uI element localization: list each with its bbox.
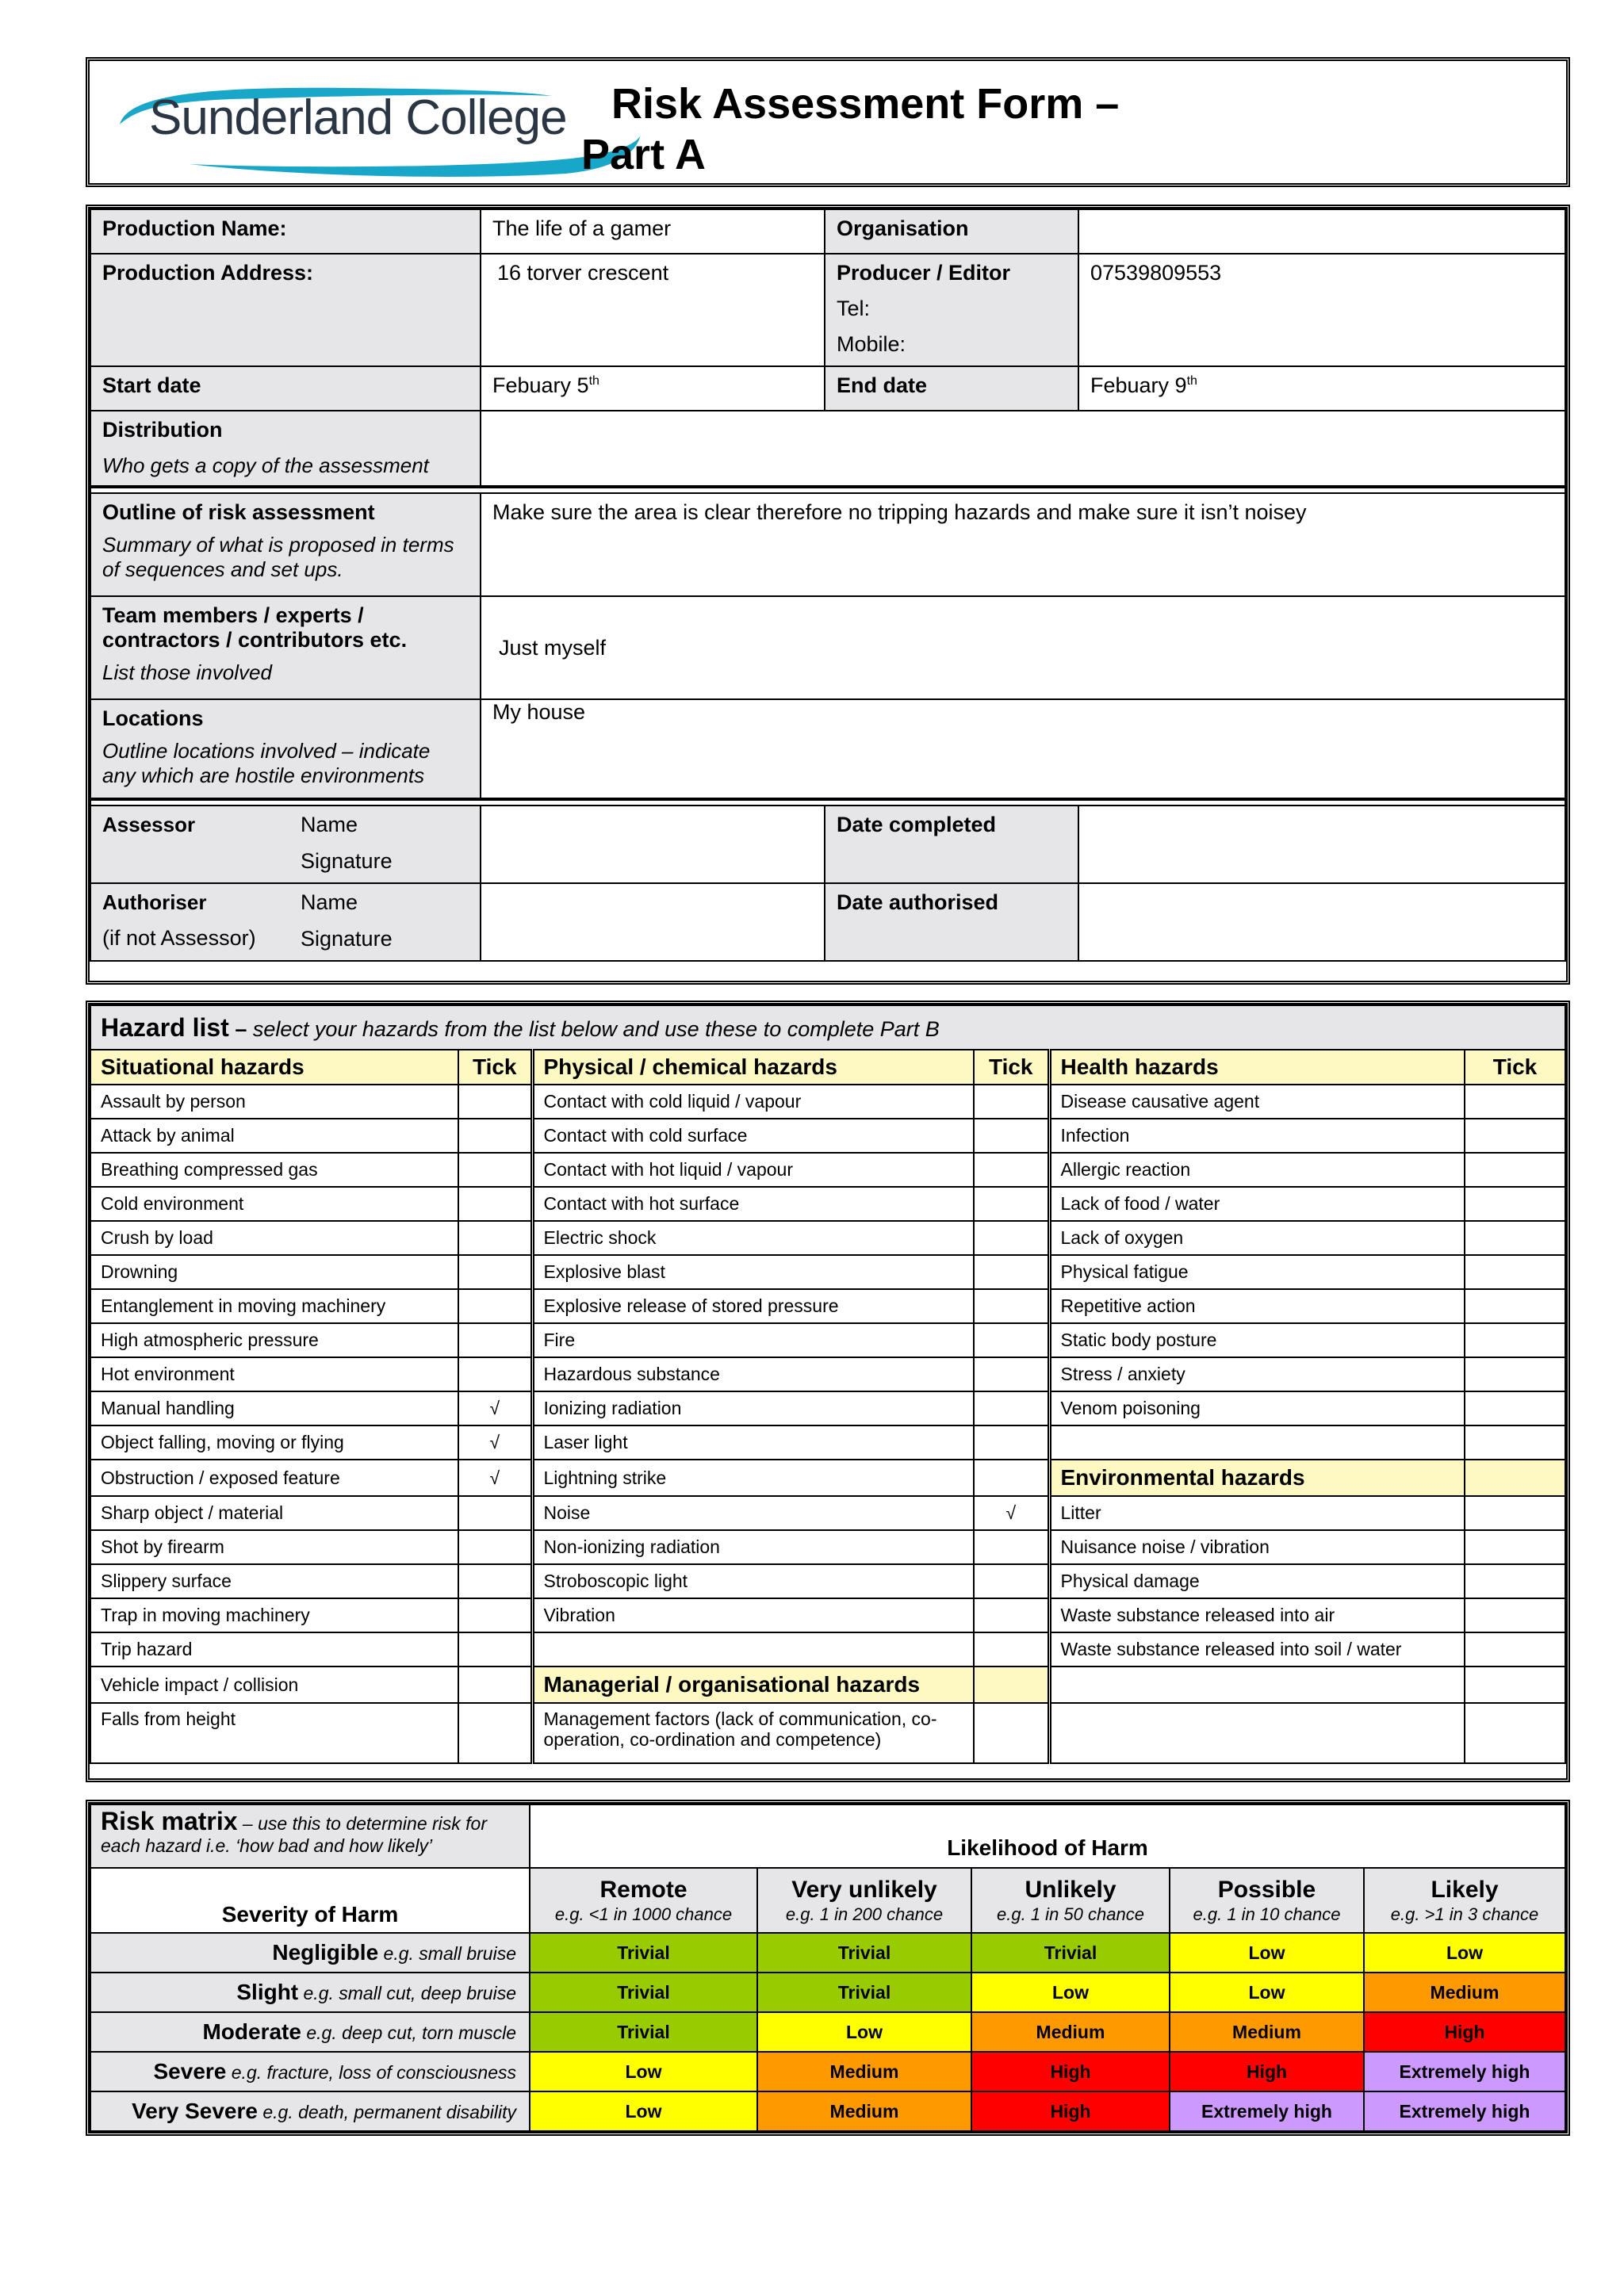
outline-field[interactable]: Make sure the area is clear therefore no tripping hazards and make sure it isn’t noisey — [481, 493, 1565, 596]
hazard-tick-checkbox[interactable] — [1465, 1357, 1565, 1391]
hazard-tick-checkbox[interactable] — [458, 1598, 532, 1632]
hazard-row-label: High atmospheric pressure — [90, 1323, 458, 1357]
hazard-tick-checkbox[interactable] — [458, 1632, 532, 1667]
risk-level-cell: Low — [530, 2091, 757, 2131]
hazard-row-label: Hazardous substance — [532, 1357, 974, 1391]
assessor-name-label: Name — [301, 813, 358, 836]
hazard-row-label: Physical damage — [1049, 1564, 1465, 1598]
risk-level-cell: High — [1170, 2052, 1364, 2091]
hazard-list-section — [86, 1001, 1570, 1782]
hazard-row-label: Contact with hot liquid / vapour — [532, 1153, 974, 1187]
severity-row-header — [90, 1973, 530, 2012]
hazard-row-label: Contact with cold surface — [532, 1119, 974, 1153]
likelihood-example: e.g. 1 in 200 chance — [785, 1904, 944, 1924]
hazard-tick-checkbox[interactable] — [1465, 1255, 1565, 1289]
hazard-tick-checkbox[interactable] — [1465, 1496, 1565, 1530]
environmental-header: Environmental hazards — [1049, 1460, 1465, 1496]
likelihood-column-header — [757, 1868, 971, 1933]
hazard-list-subtitle: select your hazards from the list below and use these to complete Part B — [252, 1016, 940, 1041]
hazard-tick-checkbox[interactable] — [1465, 1391, 1565, 1425]
locations-label: Locations — [102, 706, 204, 730]
hazard-row-label: Disease causative agent — [1049, 1085, 1465, 1119]
risk-level-cell: Trivial — [971, 1933, 1170, 1973]
locations-field[interactable]: My house — [481, 699, 1565, 799]
severity-example: e.g. deep cut, torn muscle — [306, 2022, 516, 2043]
hazard-row-label: Trip hazard — [90, 1632, 458, 1667]
severity-name: Severe — [153, 2059, 227, 2084]
hazard-tick-checkbox[interactable] — [1465, 1598, 1565, 1632]
hazard-row-label: Lightning strike — [532, 1460, 974, 1496]
hazard-row-label: Breathing compressed gas — [90, 1153, 458, 1187]
date-completed-label: Date completed — [825, 806, 1078, 883]
hazard-row-label: Manual handling — [90, 1391, 458, 1425]
hazard-tick-checkbox[interactable] — [974, 1703, 1049, 1763]
hazard-row-label: Laser light — [532, 1425, 974, 1460]
hazard-row-label: Venom poisoning — [1049, 1391, 1465, 1425]
risk-level-cell: High — [971, 2052, 1170, 2091]
hazard-tick-checkbox[interactable] — [458, 1496, 532, 1530]
hazard-row-label — [1049, 1425, 1465, 1460]
hazard-tick-checkbox[interactable] — [1465, 1323, 1565, 1357]
hazard-tick-checkbox[interactable] — [458, 1119, 532, 1153]
hazard-row-label: Entanglement in moving machinery — [90, 1289, 458, 1323]
severity-name: Very Severe — [132, 2099, 258, 2123]
risk-level-cell: Extremely high — [1364, 2091, 1565, 2131]
hazard-row-label: Assault by person — [90, 1085, 458, 1119]
health-header: Health hazards — [1049, 1050, 1465, 1085]
hazard-tick-checkbox[interactable]: √ — [458, 1460, 532, 1496]
risk-matrix-table — [90, 1804, 1566, 2132]
likelihood-example: e.g. >1 in 3 chance — [1390, 1904, 1539, 1924]
hazard-tick-checkbox[interactable]: √ — [458, 1425, 532, 1460]
hazard-row-label: Drowning — [90, 1255, 458, 1289]
hazard-row-label: Stroboscopic light — [532, 1564, 974, 1598]
severity-row-header — [90, 2091, 530, 2131]
hazard-row-label: Lack of food / water — [1049, 1187, 1465, 1221]
authoriser-field[interactable] — [481, 883, 825, 961]
likelihood-example: e.g. 1 in 10 chance — [1193, 1904, 1341, 1924]
likelihood-column-header — [1170, 1868, 1364, 1933]
likelihood-name: Very unlikely — [791, 1876, 937, 1903]
date-authorised-label: Date authorised — [825, 883, 1078, 961]
hazard-tick-checkbox[interactable] — [1465, 1153, 1565, 1187]
hazard-row-label: Waste substance released into air — [1049, 1598, 1465, 1632]
hazard-row-label: Infection — [1049, 1119, 1465, 1153]
hazard-tick-checkbox[interactable] — [1465, 1703, 1565, 1763]
end-date-field[interactable] — [1078, 366, 1565, 411]
hazard-row-label: Crush by load — [90, 1221, 458, 1255]
likelihood-name: Likely — [1431, 1876, 1499, 1903]
severity-example: e.g. fracture, loss of consciousness — [231, 2062, 516, 2083]
hazard-tick-checkbox[interactable] — [974, 1357, 1049, 1391]
hazard-tick-checkbox[interactable] — [458, 1703, 532, 1763]
part-a-section — [86, 205, 1570, 985]
section-divider — [90, 487, 1565, 493]
hazard-row-label: Cold environment — [90, 1187, 458, 1221]
hazard-tick-checkbox[interactable] — [974, 1391, 1049, 1425]
likelihood-example: e.g. 1 in 50 chance — [997, 1904, 1144, 1924]
hazard-tick-checkbox[interactable] — [974, 1632, 1049, 1667]
outline-cell — [90, 493, 481, 596]
hazard-tick-checkbox[interactable] — [974, 1119, 1049, 1153]
producer-field[interactable]: 07539809553 — [1078, 254, 1565, 366]
severity-header: Severity of Harm — [90, 1868, 530, 1933]
hazard-row-label: Sharp object / material — [90, 1496, 458, 1530]
hazard-row-label: Electric shock — [532, 1221, 974, 1255]
tel-label: Tel: — [837, 297, 871, 320]
hazard-row-label: Static body posture — [1049, 1323, 1465, 1357]
likelihood-column-header — [971, 1868, 1170, 1933]
hazard-row-label: Waste substance released into soil / water — [1049, 1632, 1465, 1667]
hazard-row-label: Management factors (lack of communication, co-operation, co-ordination and competence) — [532, 1703, 974, 1763]
hazard-tick-checkbox[interactable] — [458, 1530, 532, 1564]
risk-level-cell: Medium — [757, 2052, 971, 2091]
hazard-tick-checkbox[interactable] — [1465, 1632, 1565, 1667]
hazard-tick-checkbox[interactable] — [458, 1667, 532, 1703]
team-field[interactable]: Just myself — [481, 596, 1565, 699]
hazard-tick-checkbox[interactable] — [1465, 1085, 1565, 1119]
hazard-tick-checkbox[interactable] — [458, 1221, 532, 1255]
risk-level-cell: Trivial — [530, 1973, 757, 2012]
risk-level-cell: Extremely high — [1170, 2091, 1364, 2131]
hazard-row-label: Trap in moving machinery — [90, 1598, 458, 1632]
physical-tick-header: Tick — [974, 1050, 1049, 1085]
part-a-table — [90, 209, 1566, 962]
hazard-tick-checkbox[interactable] — [458, 1564, 532, 1598]
hazard-tick-checkbox[interactable] — [974, 1323, 1049, 1357]
hazard-row-label: Slippery surface — [90, 1564, 458, 1598]
hazard-tick-checkbox[interactable] — [1465, 1119, 1565, 1153]
hazard-tick-checkbox[interactable] — [458, 1323, 532, 1357]
end-date-value: Febuary 9 — [1090, 373, 1187, 397]
section-divider — [90, 799, 1565, 806]
production-address-label: Production Address: — [90, 254, 481, 366]
authoriser-label: Authoriser — [102, 890, 207, 914]
physical-header: Physical / chemical hazards — [532, 1050, 974, 1085]
team-sub: List those involved — [102, 660, 272, 684]
hazard-tick-checkbox[interactable] — [1465, 1530, 1565, 1564]
hazard-tick-checkbox[interactable] — [1465, 1289, 1565, 1323]
hazard-list-title-dash: – — [228, 1016, 253, 1041]
hazard-row-label: Fire — [532, 1323, 974, 1357]
hazard-tick-checkbox[interactable] — [1465, 1564, 1565, 1598]
mobile-label: Mobile: — [837, 332, 906, 356]
risk-matrix-subtitle: – use this to determine risk for each hazard i.e. ‘how bad and how likely’ — [101, 1813, 487, 1856]
hazard-row-label: Hot environment — [90, 1357, 458, 1391]
likelihood-header: Likelihood of Harm — [530, 1804, 1565, 1868]
title-line-2: Part A — [581, 131, 707, 178]
hazard-tick-checkbox[interactable] — [974, 1289, 1049, 1323]
severity-name: Moderate — [202, 2019, 301, 2044]
hazard-row-label: Shot by firearm — [90, 1530, 458, 1564]
distribution-label: Distribution — [102, 418, 223, 442]
severity-row-header — [90, 1933, 530, 1973]
hazard-row-label: Contact with hot surface — [532, 1187, 974, 1221]
hazard-tick-checkbox[interactable] — [974, 1530, 1049, 1564]
managerial-header: Managerial / organisational hazards — [532, 1667, 974, 1703]
situational-header: Situational hazards — [90, 1050, 458, 1085]
risk-level-cell: Low — [757, 2012, 971, 2052]
hazard-tick-checkbox[interactable] — [458, 1153, 532, 1187]
hazard-row-label: Litter — [1049, 1496, 1465, 1530]
assessor-field[interactable] — [481, 806, 825, 883]
hazard-tick-checkbox[interactable] — [458, 1289, 532, 1323]
date-completed-field[interactable] — [1078, 806, 1565, 883]
hazard-tick-checkbox[interactable] — [974, 1153, 1049, 1187]
severity-name: Slight — [236, 1980, 299, 2004]
hazard-list-title: Hazard list — [101, 1012, 229, 1042]
hazard-table — [90, 1004, 1566, 1764]
hazard-row-label: Falls from height — [90, 1703, 458, 1763]
hazard-tick-checkbox[interactable] — [974, 1425, 1049, 1460]
risk-level-cell: Extremely high — [1364, 2052, 1565, 2091]
likelihood-name: Remote — [599, 1876, 688, 1903]
hazard-tick-checkbox[interactable] — [1465, 1667, 1565, 1703]
team-cell — [90, 596, 481, 699]
authoriser-sub: (if not Assessor) — [102, 926, 256, 950]
hazard-row-label: Obstruction / exposed feature — [90, 1460, 458, 1496]
risk-level-cell: Low — [1170, 1933, 1364, 1973]
producer-label: Producer / Editor — [837, 261, 1011, 285]
severity-example: e.g. death, permanent disability — [262, 2102, 516, 2122]
locations-sub: Outline locations involved – indicate any which are hostile environments — [102, 739, 431, 787]
date-authorised-field[interactable] — [1078, 883, 1565, 961]
assessor-signature-label: Signature — [301, 849, 393, 873]
hazard-row-label: Vehicle impact / collision — [90, 1667, 458, 1703]
authoriser-cell — [90, 883, 481, 961]
form-header — [86, 57, 1570, 187]
risk-level-cell: Low — [971, 1973, 1170, 2012]
end-date-label: End date — [825, 366, 1078, 411]
team-label: Team members / experts / contractors / contributors etc. — [102, 603, 408, 652]
risk-level-cell: Medium — [1364, 1973, 1565, 2012]
likelihood-name: Unlikely — [1025, 1876, 1116, 1903]
distribution-cell — [90, 411, 481, 487]
severity-row-header — [90, 2012, 530, 2052]
hazard-row-label: Noise — [532, 1496, 974, 1530]
hazard-row-label: Stress / anxiety — [1049, 1357, 1465, 1391]
hazard-tick-checkbox[interactable] — [974, 1221, 1049, 1255]
distribution-sub: Who gets a copy of the assessment — [102, 453, 429, 477]
hazard-tick-checkbox[interactable] — [458, 1085, 532, 1119]
start-date-label: Start date — [90, 366, 481, 411]
hazard-row-label: Allergic reaction — [1049, 1153, 1465, 1187]
distribution-field[interactable] — [481, 411, 1565, 487]
hazard-row-label: Lack of oxygen — [1049, 1221, 1465, 1255]
hazard-row-label — [1049, 1703, 1465, 1763]
risk-matrix-title: Risk matrix — [101, 1807, 238, 1835]
hazard-tick-checkbox[interactable] — [974, 1187, 1049, 1221]
hazard-tick-checkbox[interactable] — [974, 1085, 1049, 1119]
page-title — [581, 78, 1119, 180]
situational-tick-header: Tick — [458, 1050, 532, 1085]
hazard-row-label: Explosive release of stored pressure — [532, 1289, 974, 1323]
risk-level-cell: Low — [1170, 1973, 1364, 2012]
risk-level-cell: Trivial — [757, 1973, 971, 2012]
hazard-tick-checkbox[interactable] — [1465, 1221, 1565, 1255]
start-date-field[interactable] — [481, 366, 825, 411]
risk-level-cell: Medium — [1170, 2012, 1364, 2052]
hazard-row-label: Repetitive action — [1049, 1289, 1465, 1323]
hazard-row-label: Nuisance noise / vibration — [1049, 1530, 1465, 1564]
severity-row-header — [90, 2052, 530, 2091]
outline-sub: Summary of what is proposed in terms of sequences and set ups. — [102, 533, 454, 581]
likelihood-example: e.g. <1 in 1000 chance — [554, 1904, 733, 1924]
title-line-1: Risk Assessment Form – — [611, 80, 1120, 128]
risk-level-cell: Medium — [757, 2091, 971, 2131]
production-name-label: Production Name: — [90, 209, 481, 254]
severity-example: e.g. small bruise — [383, 1943, 516, 1964]
managerial-tick-header — [974, 1667, 1049, 1703]
authoriser-signature-label: Signature — [301, 927, 393, 951]
logo-text: Sunderland College — [149, 90, 567, 145]
likelihood-column-header — [530, 1868, 757, 1933]
hazard-row-label: Contact with cold liquid / vapour — [532, 1085, 974, 1119]
hazard-row-label: Vibration — [532, 1598, 974, 1632]
locations-cell — [90, 699, 481, 799]
producer-cell — [825, 254, 1078, 366]
risk-level-cell: High — [1364, 2012, 1565, 2052]
severity-example: e.g. small cut, deep bruise — [303, 1983, 516, 2003]
risk-level-cell: High — [971, 2091, 1170, 2131]
risk-level-cell: Trivial — [530, 2012, 757, 2052]
risk-level-cell: Medium — [971, 2012, 1170, 2052]
risk-level-cell: Low — [1364, 1933, 1565, 1973]
risk-level-cell: Trivial — [530, 1933, 757, 1973]
hazard-tick-checkbox[interactable] — [458, 1187, 532, 1221]
severity-name: Negligible — [272, 1940, 379, 1965]
risk-level-cell: Trivial — [757, 1933, 971, 1973]
hazard-row-label: Explosive blast — [532, 1255, 974, 1289]
hazard-tick-checkbox[interactable] — [974, 1255, 1049, 1289]
production-address-field[interactable]: 16 torver crescent — [481, 254, 825, 366]
hazard-row-label — [532, 1632, 974, 1667]
hazard-row-label: Physical fatigue — [1049, 1255, 1465, 1289]
hazard-tick-checkbox[interactable] — [974, 1598, 1049, 1632]
hazard-tick-checkbox[interactable] — [1465, 1425, 1565, 1460]
environmental-tick-header — [1465, 1460, 1565, 1496]
risk-matrix-title-cell — [90, 1804, 530, 1868]
risk-matrix-section — [86, 1800, 1570, 2136]
hazard-tick-checkbox[interactable]: √ — [974, 1496, 1049, 1530]
hazard-row-label: Attack by animal — [90, 1119, 458, 1153]
hazard-row-label — [1049, 1667, 1465, 1703]
authoriser-name-label: Name — [301, 890, 358, 914]
likelihood-name: Possible — [1217, 1876, 1316, 1903]
hazard-list-title-bar — [90, 1005, 1565, 1050]
hazard-tick-checkbox[interactable] — [458, 1255, 532, 1289]
assessor-cell — [90, 806, 481, 883]
organisation-field[interactable] — [1078, 209, 1565, 254]
production-name-field[interactable]: The life of a gamer — [481, 209, 825, 254]
organisation-label: Organisation — [825, 209, 1078, 254]
hazard-tick-checkbox[interactable]: √ — [458, 1391, 532, 1425]
likelihood-column-header — [1364, 1868, 1565, 1933]
start-date-value: Febuary 5 — [492, 373, 589, 397]
outline-label: Outline of risk assessment — [102, 500, 375, 524]
health-tick-header: Tick — [1465, 1050, 1565, 1085]
risk-level-cell: Low — [530, 2052, 757, 2091]
hazard-tick-checkbox[interactable] — [974, 1564, 1049, 1598]
assessor-label: Assessor — [102, 813, 196, 836]
start-date-suffix: th — [588, 374, 599, 388]
hazard-row-label: Ionizing radiation — [532, 1391, 974, 1425]
logo-arc-bot-icon — [185, 131, 645, 178]
end-date-suffix: th — [1186, 374, 1197, 388]
hazard-row-label: Non-ionizing radiation — [532, 1530, 974, 1564]
hazard-tick-checkbox[interactable] — [458, 1357, 532, 1391]
hazard-tick-checkbox[interactable] — [974, 1460, 1049, 1496]
hazard-tick-checkbox[interactable] — [1465, 1187, 1565, 1221]
hazard-row-label: Object falling, moving or flying — [90, 1425, 458, 1460]
